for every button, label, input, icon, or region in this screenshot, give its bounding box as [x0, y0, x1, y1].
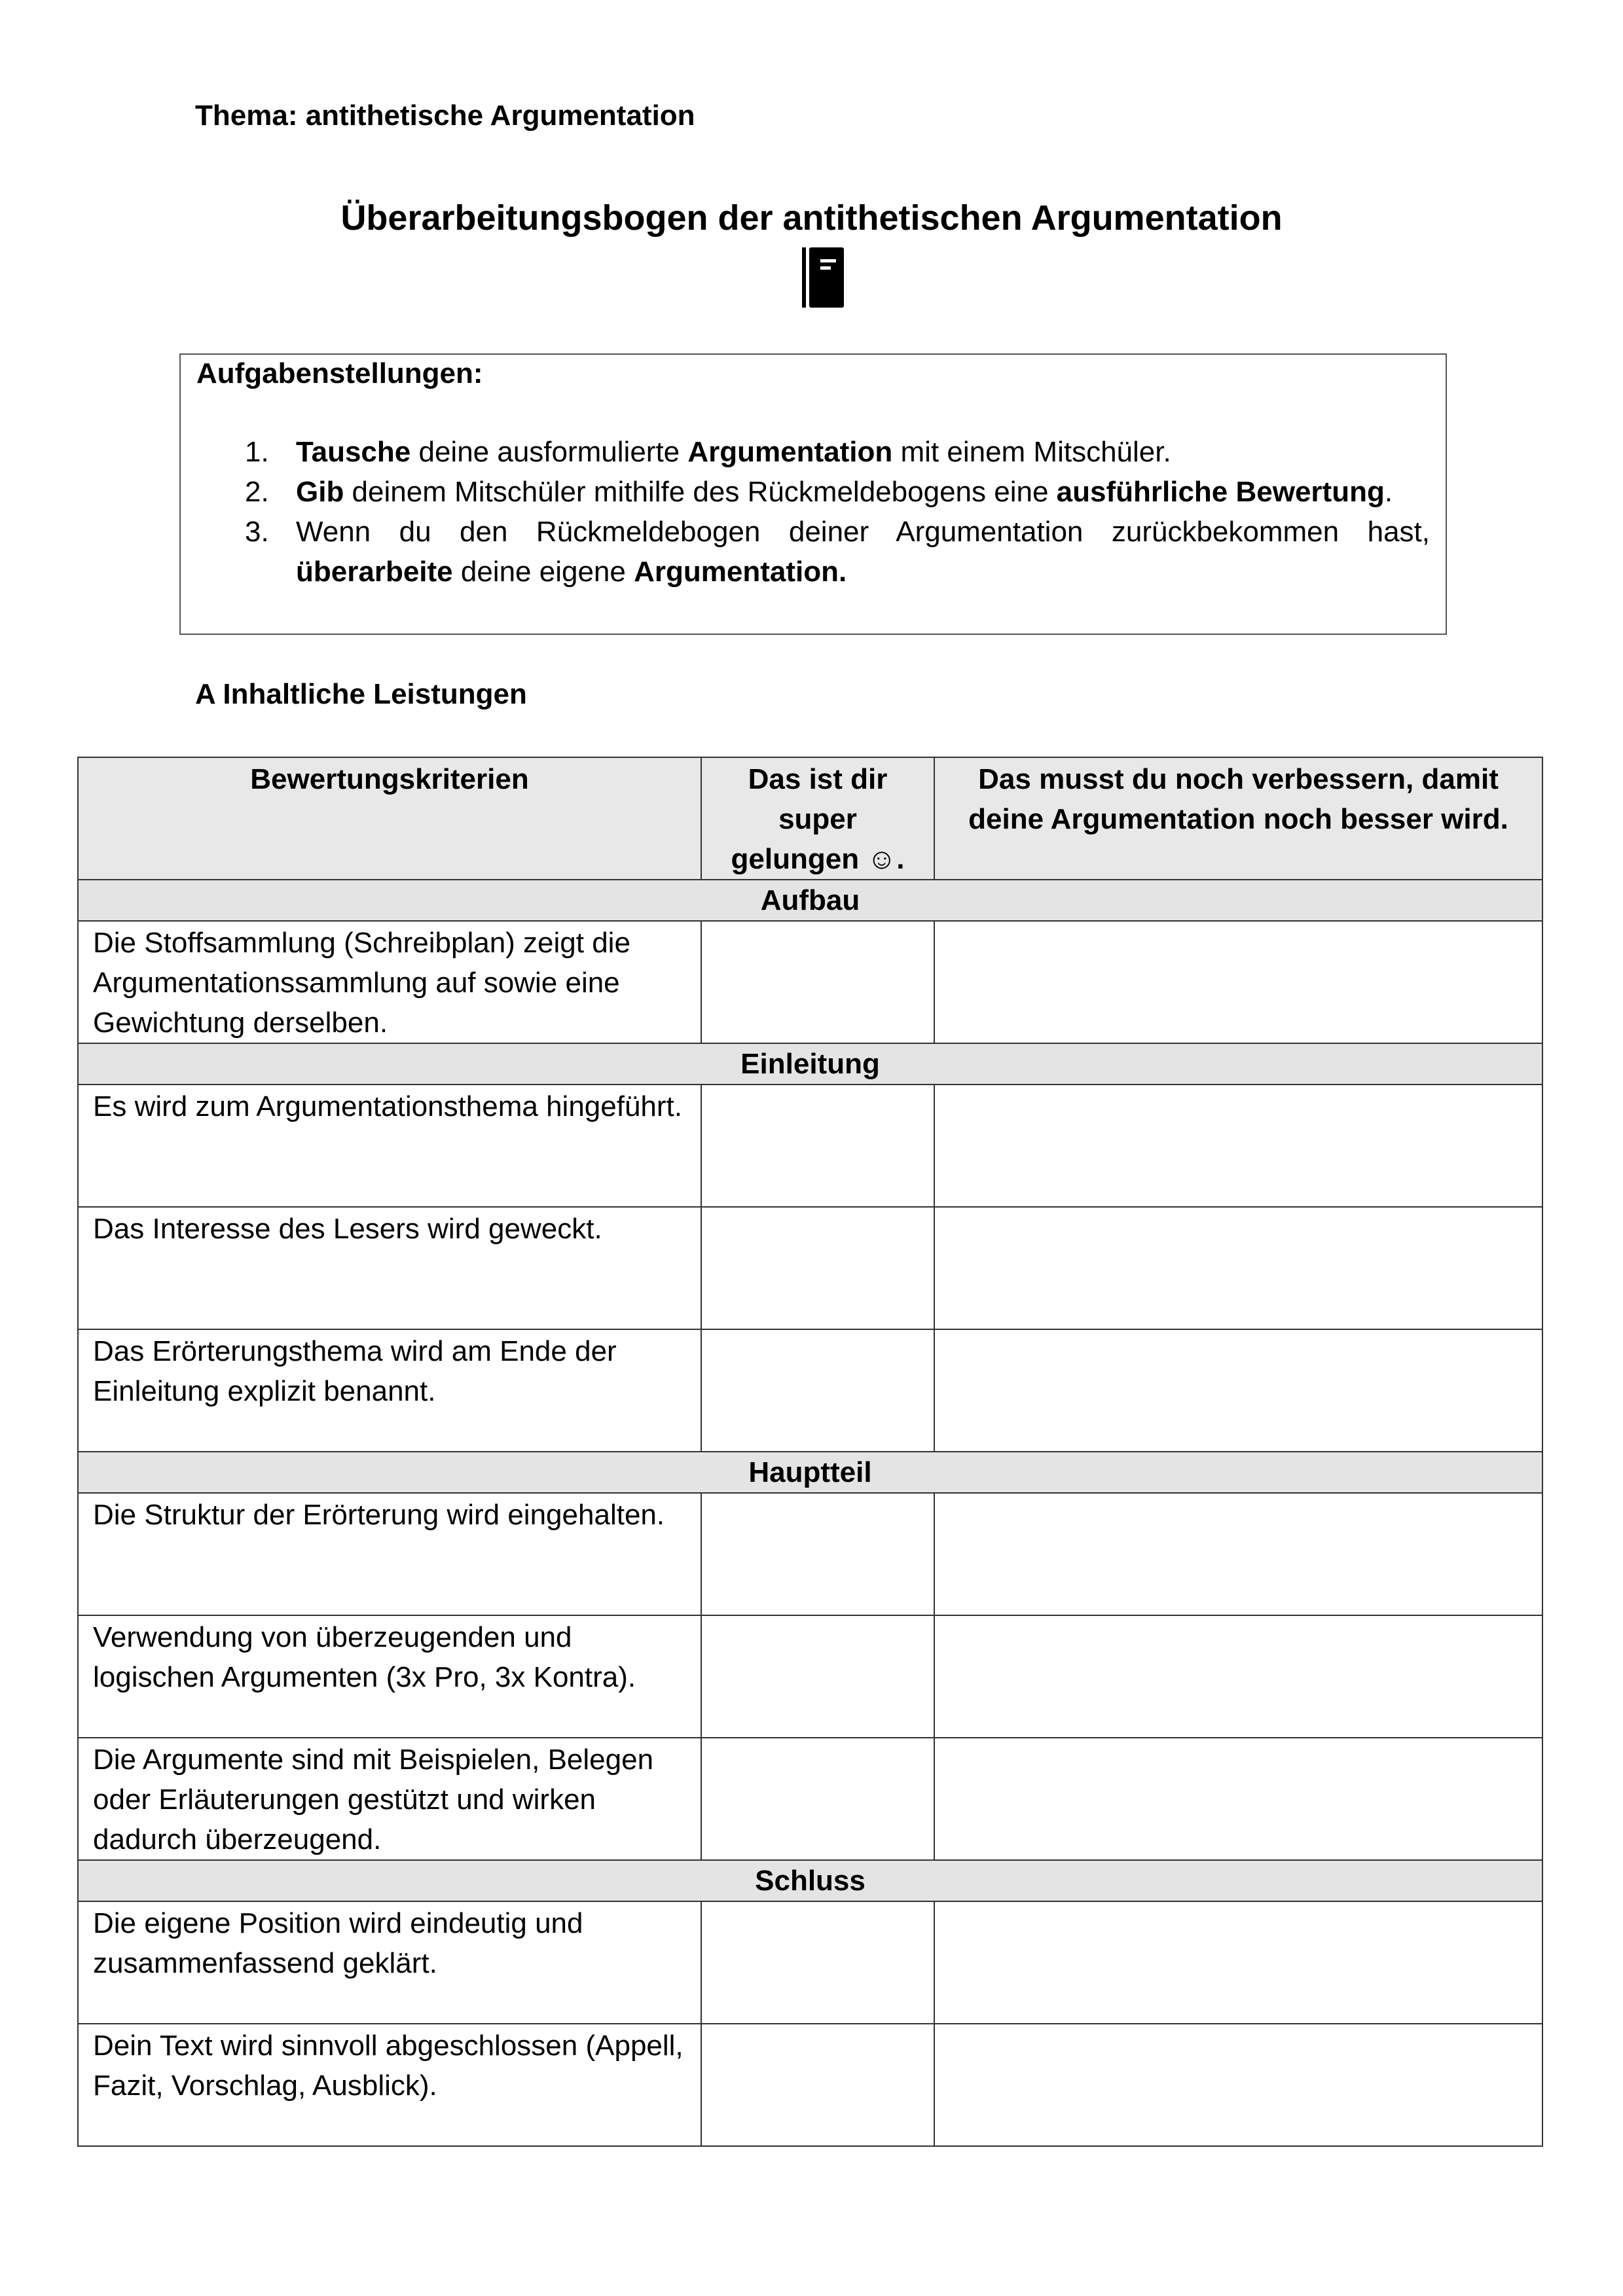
task-text-bold: ausführliche Bewertung — [1056, 476, 1385, 508]
success-cell[interactable] — [701, 1085, 934, 1207]
criterion-text: Verwendung von überzeugenden und logischen Argumenten (3x Pro, 3x Kontra). — [78, 1615, 701, 1738]
page-title: Überarbeitungsbogen der antithetischen Argumentation — [340, 198, 1283, 238]
task-number: 2. — [245, 476, 269, 508]
table-row — [78, 1738, 1542, 1860]
success-cell[interactable] — [701, 1329, 934, 1452]
table-row — [78, 1493, 1542, 1615]
table-row — [78, 921, 1542, 1043]
task-text: deinem Mitschüler mithilfe des Rückmeldebogens eine — [344, 476, 1057, 508]
improve-cell[interactable] — [934, 1207, 1542, 1329]
criterion-text: Die Argumente sind mit Beispielen, Belegen oder Erläuterungen gestützt und wirken dadurch überzeugend. — [78, 1738, 701, 1860]
table-row — [78, 1901, 1542, 2024]
section-heading: A Inhaltliche Leistungen — [195, 678, 527, 710]
task-box — [179, 353, 1447, 635]
task-number: 1. — [245, 436, 269, 468]
task-text: deine ausformulierte — [410, 436, 688, 468]
task-item — [196, 472, 1430, 512]
task-item — [196, 512, 1430, 592]
improve-cell[interactable] — [934, 1738, 1542, 1860]
criterion-text: Das Erörterungsthema wird am Ende der Einleitung explizit benannt. — [78, 1329, 701, 1452]
table-row — [78, 1207, 1542, 1329]
header-success: Das ist dir super gelungen ☺. — [701, 757, 934, 880]
task-text-bold: Tausche — [296, 436, 411, 468]
success-cell[interactable] — [701, 1493, 934, 1615]
task-number: 3. — [245, 516, 269, 548]
improve-cell[interactable] — [934, 1085, 1542, 1207]
group-title: Hauptteil — [78, 1452, 1542, 1493]
criteria-table — [77, 757, 1543, 2147]
group-row-aufbau — [78, 880, 1542, 921]
task-text-bold: Argumentation. — [634, 556, 847, 588]
improve-cell[interactable] — [934, 921, 1542, 1043]
success-cell[interactable] — [701, 2024, 934, 2146]
header-improve: Das musst du noch verbessern, damit deine Argumentation noch besser wird. — [934, 757, 1542, 880]
table-row — [78, 1615, 1542, 1738]
success-cell[interactable] — [701, 921, 934, 1043]
task-text-bold: Gib — [296, 476, 344, 508]
table-row — [78, 1329, 1542, 1452]
table-header-row — [78, 757, 1542, 880]
task-text-bold: überarbeite — [296, 556, 453, 588]
criterion-text: Das Interesse des Lesers wird geweckt. — [78, 1207, 701, 1329]
group-title: Aufbau — [78, 880, 1542, 921]
success-cell[interactable] — [701, 1615, 934, 1738]
improve-cell[interactable] — [934, 1615, 1542, 1738]
success-cell[interactable] — [701, 1901, 934, 2024]
group-row-hauptteil — [78, 1452, 1542, 1493]
criterion-text: Die eigene Position wird eindeutig und zusammenfassend geklärt. — [78, 1901, 701, 2024]
criterion-text: Die Struktur der Erörterung wird eingehalten. — [78, 1493, 701, 1615]
improve-cell[interactable] — [934, 1901, 1542, 2024]
success-cell[interactable] — [701, 1207, 934, 1329]
task-item — [196, 432, 1430, 472]
header-criteria: Bewertungskriterien — [78, 757, 701, 880]
criterion-text: Es wird zum Argumentationsthema hingeführt. — [78, 1085, 701, 1207]
task-text: Wenn du den Rückmeldebogen deiner Argumentation zurückbekommen hast, — [296, 516, 1430, 548]
group-title: Schluss — [78, 1860, 1542, 1901]
task-text-bold: Argumentation — [687, 436, 893, 468]
table-row — [78, 2024, 1542, 2146]
criterion-text: Dein Text wird sinnvoll abgeschlossen (Appell, Fazit, Vorschlag, Ausblick). — [78, 2024, 701, 2146]
task-heading: Aufgabenstellungen: — [196, 357, 483, 389]
improve-cell[interactable] — [934, 1493, 1542, 1615]
task-list — [196, 432, 1430, 592]
group-title: Einleitung — [78, 1043, 1542, 1085]
topic-line: Thema: antithetische Argumentation — [195, 99, 695, 132]
improve-cell[interactable] — [934, 1329, 1542, 1452]
improve-cell[interactable] — [934, 2024, 1542, 2146]
task-text: mit einem Mitschüler. — [892, 436, 1171, 468]
group-row-schluss — [78, 1860, 1542, 1901]
criterion-text: Die Stoffsammlung (Schreibplan) zeigt die Argumentationssammlung auf sowie eine Gewichtung derselben. — [78, 921, 701, 1043]
group-row-einleitung — [78, 1043, 1542, 1085]
task-text: . — [1384, 476, 1393, 508]
task-text: deine eigene — [452, 556, 634, 588]
book-icon — [802, 247, 844, 308]
table-row — [78, 1085, 1542, 1207]
success-cell[interactable] — [701, 1738, 934, 1860]
